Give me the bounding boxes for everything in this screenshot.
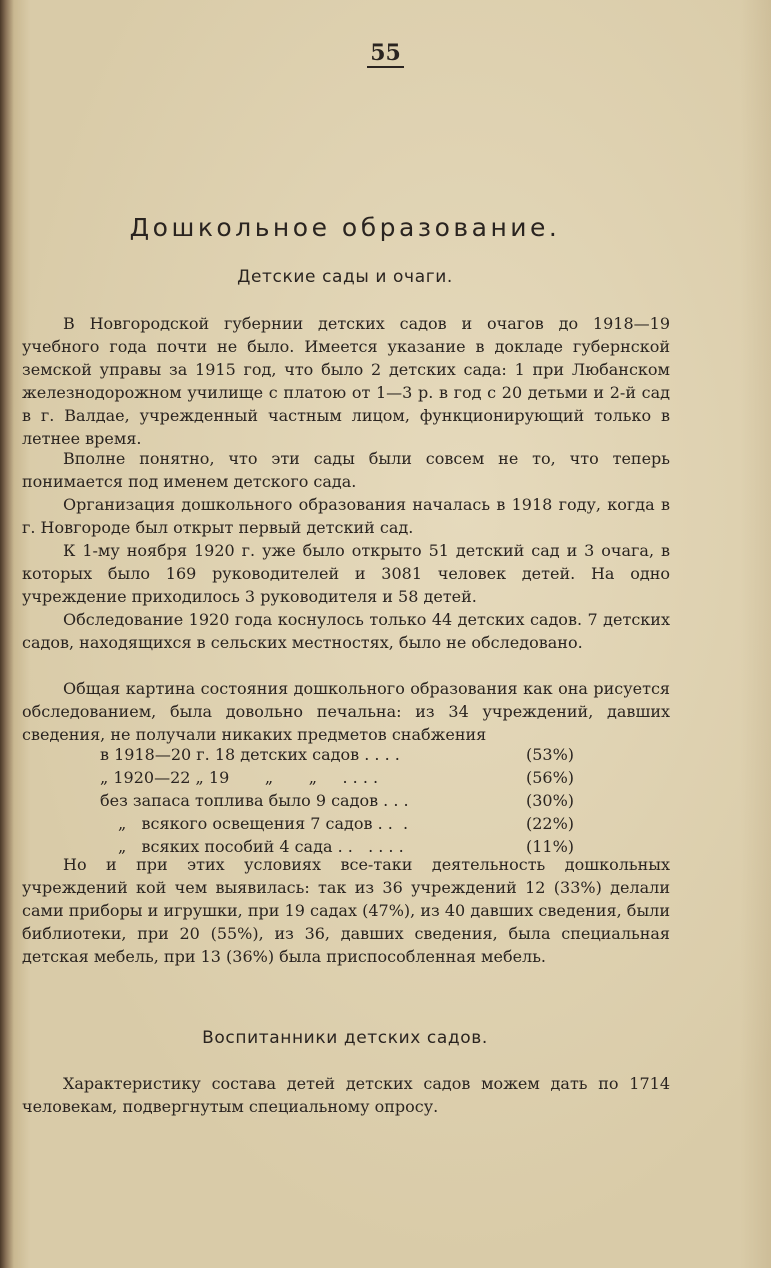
supply-list-percent: (53%) xyxy=(526,745,575,764)
paragraph: Характеристику состава детей детских садов можем дать по 1714 человекам, подвергнутым специальному опросу. xyxy=(22,1074,670,1116)
supply-list-text: в 1918—20 г. 18 детских садов . . . . xyxy=(100,745,400,764)
paragraph: Вполне понятно, что эти сады были совсем не то, что теперь понимается под именем детского сада. xyxy=(22,449,670,491)
supply-list-row xyxy=(100,766,600,789)
supply-list-text: „ всяких пособий 4 сада . . . . . . xyxy=(118,837,404,856)
supply-list-percent: (30%) xyxy=(526,791,575,810)
paragraph: Общая картина состояния дошкольного образования как она рисуется обследованием, была довольно печальна: из 34 учреждений, давших сведения, не получали никаких предметов снабжения xyxy=(22,679,670,744)
paragraph: Но и при этих условиях все-таки деятельность дошкольных учреждений кой чем выявилась: так из 36 учреждений 12 (33%) делали сами приборы и игрушки, при 19 садах (47%), из 40 давших сведения, были библиотеки, при 20 (55%), из 36, давших сведения, была специальная детская мебель, при 13 (36%) была приспособленная мебель. xyxy=(22,855,670,966)
supply-list-text: „ всякого освещения 7 садов . . . xyxy=(118,814,409,833)
supply-list-percent: (22%) xyxy=(526,814,575,833)
paragraph: Обследование 1920 года коснулось только 44 детских садов. 7 детских садов, находящихся в сельских местностях, было не обследовано. xyxy=(22,610,670,652)
supply-list-percent: (56%) xyxy=(526,768,575,787)
supply-list xyxy=(100,743,600,858)
paragraph: К 1-му ноября 1920 г. уже было открыто 51 детский сад и 3 очага, в которых было 169 руководителей и 3081 человек детей. На одно учреждение приходилось 3 руководителя и 58 детей. xyxy=(22,541,670,606)
supply-list-row xyxy=(100,812,600,835)
paragraph: В Новгородской губернии детских садов и очагов до 1918—19 учебного года почти не было. Имеется указание в докладе губернской земской управы за 1915 год, что было 2 детских сада: 1 при Любанском железнодорожном училище с платою от 1—3 р. в год с 20 детьми и 2-й сад в г. Валдае, учрежденный частным лицом, функционирующий только в летнее время. xyxy=(22,314,670,448)
page-number: 55 xyxy=(0,40,771,68)
supply-list-text: без запаса топлива было 9 садов . . . xyxy=(100,791,409,810)
subsection-heading-pupils: Воспитанники детских садов. xyxy=(202,1028,488,1048)
supply-list-row xyxy=(100,789,600,812)
section-heading: Дошкольное образование. xyxy=(129,213,561,242)
supply-list-percent: (11%) xyxy=(526,837,575,856)
subsection-heading-kindergartens: Детские сады и очаги. xyxy=(237,267,453,287)
supply-list-row xyxy=(100,743,600,766)
supply-list-text: „ 1920—22 „ 19 „ „ . . . . xyxy=(100,768,379,787)
paragraph: Организация дошкольного образования началась в 1918 году, когда в г. Новгороде был открыт первый детский сад. xyxy=(22,495,670,537)
